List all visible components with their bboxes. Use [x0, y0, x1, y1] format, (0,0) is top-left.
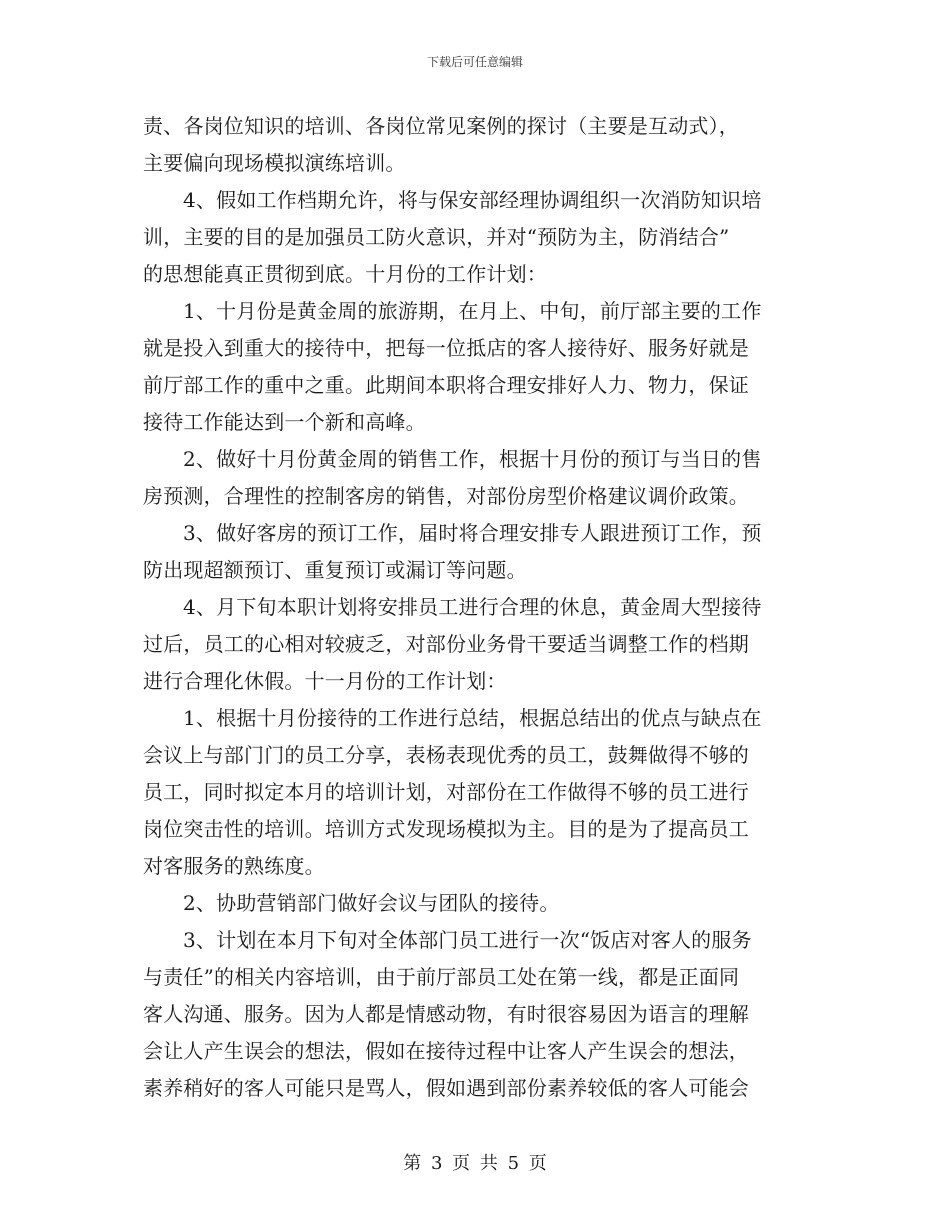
- body-line: 岗位突击性的培训。培训方式发现场模拟为主。目的是为了提高员工: [143, 817, 749, 841]
- paragraph-start-line: 2、协助营销部门做好会议与团队的接待。: [183, 891, 560, 915]
- body-line: 防出现超额预订、重复预订或漏订等问题。: [143, 558, 527, 582]
- page-number-footer: 第 3 页 共 5 页: [403, 1153, 547, 1174]
- paragraph-start-line: 3、计划在本月下旬对全体部门员工进行一次“饭店对客人的服务: [183, 928, 752, 952]
- body-line: 过后，员工的心相对较疲乏，对部份业务骨干要适当调整工作的档期: [143, 632, 749, 656]
- body-line: 进行合理化休假。十一月份的工作计划：: [143, 669, 507, 693]
- body-line: 房预测，合理性的控制客房的销售，对部份房型价格建议调价政策。: [143, 484, 749, 508]
- body-line: 前厅部工作的重中之重。此期间本职将合理安排好人力、物力，保证: [143, 373, 749, 397]
- body-line: 员工，同时拟定本月的培训计划，对部份在工作做得不够的员工进行: [143, 780, 749, 804]
- body-line: 与责任”的相关内容培训，由于前厅部员工处在第一线，都是正面同: [143, 965, 740, 989]
- document-body: [143, 108, 811, 1107]
- paragraph-start-line: 1、十月份是黄金周的旅游期，在月上、中旬，前厅部主要的工作: [183, 299, 762, 323]
- body-line: 会让人产生误会的想法，假如在接待过程中让客人产生误会的想法，: [143, 1039, 749, 1063]
- paragraph-start-line: 2、做好十月份黄金周的销售工作，根据十月份的预订与当日的售: [183, 447, 762, 471]
- body-line: 的思想能真正贯彻到底。十月份的工作计划：: [143, 262, 547, 286]
- paragraph-start-line: 3、做好客房的预订工作，届时将合理安排专人跟进预订工作，预: [183, 521, 762, 545]
- body-line: 对客服务的熟练度。: [143, 854, 325, 878]
- body-line: 客人沟通、服务。因为人都是情感动物，有时很容易因为语言的理解: [143, 1002, 749, 1026]
- body-line: 主要偏向现场模拟演练培训。: [143, 151, 406, 175]
- body-line: 接待工作能达到一个新和高峰。: [143, 410, 426, 434]
- body-line: 责、各岗位知识的培训、各岗位常见案例的探讨（主要是互动式），: [143, 114, 739, 138]
- paragraph-start-line: 4、假如工作档期允许，将与保安部经理协调组织一次消防知识培: [183, 188, 762, 212]
- body-line: 会议上与部门门的员工分享，表杨表现优秀的员工，鼓舞做得不够的: [143, 743, 749, 767]
- body-line: 素养稍好的客人可能只是骂人，假如遇到部份素养较低的客人可能会: [143, 1076, 749, 1100]
- paragraph-start-line: 4、月下旬本职计划将安排员工进行合理的休息，黄金周大型接待: [183, 595, 762, 619]
- paragraph-start-line: 1、根据十月份接待的工作进行总结，根据总结出的优点与缺点在: [183, 706, 762, 730]
- body-line: 训，主要的目的是加强员工防火意识，并对“预防为主，防消结合”: [143, 225, 730, 249]
- page-header: 下载后可任意编辑: [426, 55, 523, 69]
- body-line: 就是投入到重大的接待中，把每一位抵店的客人接待好、服务好就是: [143, 336, 749, 360]
